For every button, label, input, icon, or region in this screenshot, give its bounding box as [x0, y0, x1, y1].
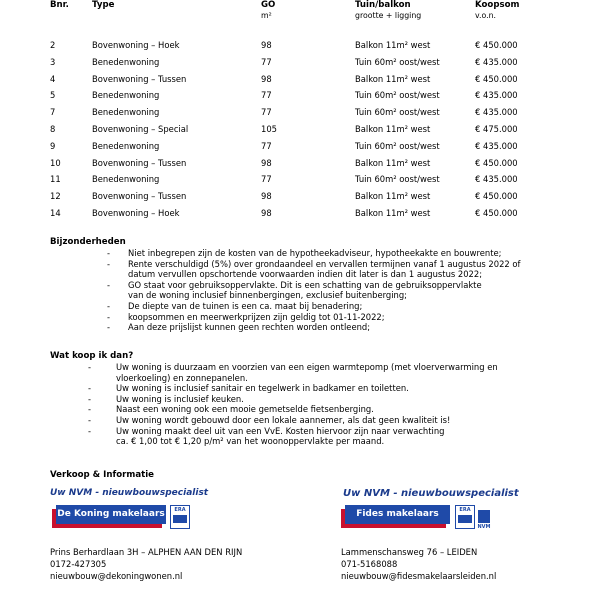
cell-bnr: 5	[50, 90, 56, 101]
bullet-dash: -	[88, 415, 92, 425]
cell-go: 77	[261, 174, 272, 185]
list-item: GO staat voor gebruiksoppervlakte. Dit is een schatting van de gebruiksoppervlakte	[128, 279, 482, 290]
cell-bnr: 9	[50, 140, 56, 151]
table-row	[0, 141, 595, 153]
subheader-go-unit: m²	[261, 11, 272, 20]
cell-go: 98	[261, 191, 272, 202]
bullet-dash: -	[107, 258, 111, 269]
table-row	[0, 191, 595, 203]
list-item: ca. € 1,00 tot € 1,20 p/m² van het woonoppervlakte per maand.	[116, 436, 385, 447]
cell-bnr: 14	[50, 208, 61, 218]
col-header-koopsom: Koopsom	[475, 0, 520, 10]
nvm-tagline: Uw NVM - nieuwbouwspecialist	[343, 488, 519, 499]
bullet-dash: -	[88, 404, 92, 415]
cell-type: Bovenwoning – Hoek	[92, 40, 180, 50]
cell-bnr: 4	[50, 73, 56, 84]
cell-type: Benedenwoning	[92, 174, 160, 185]
cell-koopsom: € 450.000	[475, 191, 518, 202]
cell-tuin: Balkon 11m² west	[355, 208, 431, 218]
section-title-watkoop: Wat koop ik dan?	[50, 351, 134, 361]
bullet-dash: -	[88, 425, 92, 436]
cell-koopsom: € 450.000	[475, 40, 518, 50]
cell-go: 98	[261, 73, 272, 84]
nvm-tagline: Uw NVM - nieuwbouwspecialist	[50, 488, 209, 498]
cell-type: Benedenwoning	[92, 107, 160, 118]
nvm-house-icon: NVM	[477, 510, 491, 530]
cell-tuin: Tuin 60m² oost/west	[355, 174, 440, 185]
cell-koopsom: € 475.000	[475, 124, 518, 134]
cell-go: 77	[261, 56, 272, 67]
cell-tuin: Balkon 11m² west	[355, 40, 431, 50]
cell-go: 98	[261, 40, 272, 50]
table-row	[0, 90, 595, 102]
cell-koopsom: € 435.000	[475, 174, 518, 185]
cell-type: Benedenwoning	[92, 56, 160, 67]
section-title-bijzonderheden: Bijzonderheden	[50, 237, 126, 247]
cell-tuin: Balkon 11m² west	[355, 191, 431, 202]
cell-go: 77	[261, 107, 272, 118]
table-row	[0, 158, 595, 170]
cell-go: 77	[261, 90, 272, 101]
list-item: Aan deze prijslijst kunnen geen rechten worden ontleend;	[128, 322, 371, 333]
cell-bnr: 11	[50, 174, 61, 185]
contact-left-address: Prins Berhardlaan 3H – ALPHEN AAN DEN RIJN	[50, 547, 243, 557]
col-header-type: Type	[92, 0, 115, 10]
cell-bnr: 3	[50, 56, 56, 67]
cell-bnr: 2	[50, 40, 56, 50]
bullet-dash: -	[107, 322, 111, 333]
table-row	[0, 124, 595, 136]
list-item: Uw woning maakt deel uit van een VvE. Kosten hiervoor zijn naar verwachting	[116, 425, 445, 436]
cell-type: Benedenwoning	[92, 90, 160, 101]
bullet-dash: -	[88, 383, 92, 394]
table-row	[0, 40, 595, 52]
era-badge-icon: ERA	[455, 505, 475, 529]
list-item: Niet inbegrepen zijn de kosten van de hypotheekadviseur, hypotheekakte en bouwrente;	[128, 248, 502, 258]
subheader-koopsom: v.o.n.	[475, 11, 497, 20]
cell-bnr: 12	[50, 191, 61, 202]
contact-right-email[interactable]: nieuwbouw@fidesmakelaarsleiden.nl	[341, 571, 497, 581]
cell-tuin: Balkon 11m² west	[355, 73, 431, 84]
cell-go: 105	[261, 124, 277, 134]
cell-tuin: Tuin 60m² oost/west	[355, 107, 440, 118]
list-item: Uw woning is duurzaam en voorzien van een eigen warmtepomp (met vloerverwarming en	[116, 362, 498, 372]
bullet-dash: -	[107, 311, 111, 322]
cell-go: 98	[261, 157, 272, 168]
cell-koopsom: € 450.000	[475, 208, 518, 218]
cell-tuin: Tuin 60m² oost/west	[355, 140, 440, 151]
cell-type: Bovenwoning – Hoek	[92, 208, 180, 218]
cell-koopsom: € 450.000	[475, 157, 518, 168]
cell-type: Benedenwoning	[92, 140, 160, 151]
cell-koopsom: € 435.000	[475, 107, 518, 118]
cell-bnr: 7	[50, 107, 56, 118]
cell-type: Bovenwoning – Tussen	[92, 191, 187, 202]
section-title-verkoop: Verkoop & Informatie	[50, 470, 155, 480]
list-item: De diepte van de tuinen is een ca. maat bij benadering;	[128, 301, 363, 311]
era-badge-icon: ERA	[170, 505, 190, 529]
cell-koopsom: € 435.000	[475, 90, 518, 101]
cell-bnr: 8	[50, 124, 56, 134]
cell-go: 98	[261, 208, 272, 218]
table-row	[0, 74, 595, 86]
cell-koopsom: € 435.000	[475, 56, 518, 67]
bullet-dash: -	[107, 248, 111, 258]
bullet-dash: -	[107, 279, 111, 290]
contact-left-email[interactable]: nieuwbouw@dekoningwonen.nl	[50, 571, 183, 581]
cell-bnr: 10	[50, 157, 61, 168]
bullet-dash: -	[107, 301, 111, 311]
list-item: Uw woning is inclusief sanitair en tegelwerk in badkamer en toiletten.	[116, 383, 409, 394]
cell-type: Bovenwoning – Special	[92, 124, 189, 134]
logo-name: De Koning makelaars	[56, 505, 166, 524]
table-row	[0, 174, 595, 186]
col-header-go: GO	[261, 0, 276, 10]
bullet-dash: -	[88, 362, 92, 372]
table-row	[0, 107, 595, 119]
cell-type: Bovenwoning – Tussen	[92, 73, 187, 84]
list-item: Uw woning is inclusief keuken.	[116, 393, 244, 404]
table-row	[0, 208, 595, 220]
list-item: koopsommen en meerwerkprijzen zijn geldig tot 01-11-2022;	[128, 311, 385, 322]
cell-tuin: Balkon 11m² west	[355, 124, 431, 134]
list-item: van de woning inclusief binnenbergingen, exclusief buitenberging;	[128, 290, 408, 301]
list-item: vloerkoeling) en zonnepanelen.	[116, 372, 248, 383]
table-row	[0, 57, 595, 69]
contact-left-phone: 0172-427305	[50, 559, 107, 569]
cell-koopsom: € 450.000	[475, 73, 518, 84]
cell-tuin: Tuin 60m² oost/west	[355, 90, 440, 101]
contact-right-phone: 071-5168088	[341, 559, 398, 569]
col-header-bnr: Bnr.	[50, 0, 69, 10]
list-item: Uw woning wordt gebouwd door een lokale aannemer, als dat geen kwaliteit is!	[116, 415, 451, 425]
de-koning-logo	[50, 488, 209, 538]
bullet-dash: -	[88, 393, 92, 404]
subheader-tuin: grootte + ligging	[355, 11, 422, 20]
list-item: datum vervullen opschortende voorwaarden indien dit later is dan 1 augustus 2022;	[128, 269, 483, 280]
cell-koopsom: € 435.000	[475, 140, 518, 151]
contact-right-address: Lammenschansweg 76 – LEIDEN	[341, 547, 478, 557]
list-item: Naast een woning ook een mooie gemetselde fietsenberging.	[116, 404, 374, 415]
cell-go: 77	[261, 140, 272, 151]
cell-type: Bovenwoning – Tussen	[92, 157, 187, 168]
cell-tuin: Balkon 11m² west	[355, 157, 431, 168]
logo-name: Fides makelaars	[345, 505, 450, 524]
col-header-tuin: Tuin/balkon	[355, 0, 411, 10]
cell-tuin: Tuin 60m² oost/west	[355, 56, 440, 67]
list-item: Rente verschuldigd (5%) over grondaandeel en vervallen termijnen vanaf 1 augustus 2022 of	[128, 258, 521, 269]
fides-logo	[341, 488, 519, 538]
